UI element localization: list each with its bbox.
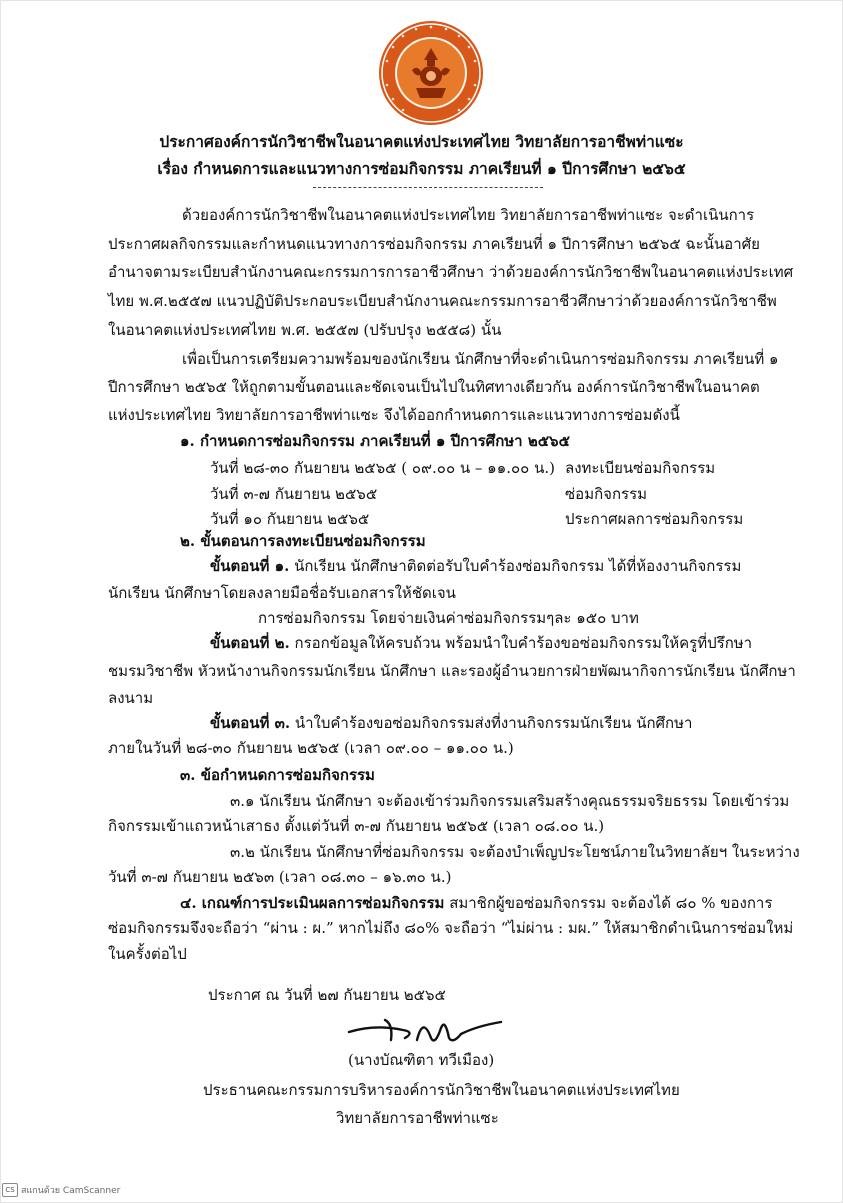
step-2-label: ขั้นตอนที่ ๒. xyxy=(210,634,290,652)
step-2-line-3: ลงนาม xyxy=(108,689,154,707)
rule-3-2-line-1: ๓.๒ นักเรียน นักศึกษาที่ซ่อมกิจกรรม จะต้องบำเพ็ญประโยชน์ภายในวิทยาลัยฯ ในระหว่าง xyxy=(230,843,800,861)
announcement-date: ประกาศ ณ วันที่ ๒๗ กันยายน ๒๕๖๕ xyxy=(208,986,446,1004)
title-line-1: ประกาศองค์การนักวิชาชีพในอนาคตแห่งประเทศไทย วิทยาลัยการอาชีพท่าแซะ xyxy=(159,132,684,151)
step-3-text: นำใบคำร้องขอซ่อมกิจกรรมส่งที่งานกิจกรรมนักเรียน นักศึกษา xyxy=(290,714,693,732)
step-3-line-1 xyxy=(210,713,692,733)
step-2-line-2: ชมรมวิชาชีพ หัวหน้างานกิจกรรมนักเรียน นักศึกษา และรองผู้อำนวยการฝ่ายพัฒนากิจการนักเรียน นักศึกษา xyxy=(108,662,796,680)
section-1-heading: ๑. กำหนดการซ่อมกิจกรรม ภาคเรียนที่ ๑ ปีการศึกษา ๒๕๖๕ xyxy=(180,432,570,450)
step-1-line-1 xyxy=(210,556,741,576)
camscanner-badge: CS xyxy=(2,1183,18,1197)
schedule-row-1-date: วันที่ ๒๘-๓๐ กันยายน ๒๕๖๕ ( ๐๙.๐๐ น – ๑๑.๐๐ น.) xyxy=(210,459,555,477)
signer-title-line-1: ประธานคณะกรรมการบริหารองค์การนักวิชาชีพในอนาคตแห่งประเทศไทย xyxy=(203,1081,680,1099)
signer-name: (นางบัณฑิตา ทวีเมือง) xyxy=(348,1051,495,1069)
intro-p2-line-3: แห่งประเทศไทย วิทยาลัยการอาชีพท่าแซะ จึงได้ออกกำหนดการและแนวทางการซ่อมดังนี้ xyxy=(108,406,680,424)
step-1-label: ขั้นตอนที่ ๑. xyxy=(210,557,290,575)
rule-3-1-line-1: ๓.๑ นักเรียน นักศึกษา จะต้องเข้าร่วมกิจกรรมเสริมสร้างคุณธรรมจริยธรรม โดยเข้าร่วม xyxy=(230,792,790,810)
intro-p1-line-2: ประกาศผลกิจกรรมและกำหนดแนวทางการซ่อมกิจกรรม ภาคเรียนที่ ๑ ปีการศึกษา ๒๕๖๕ ฉะนั้นอาศัย xyxy=(108,235,760,253)
section-3-heading: ๓. ข้อกำหนดการซ่อมกิจกรรม xyxy=(180,766,375,784)
schedule-row-3-activity: ประกาศผลการซ่อมกิจกรรม xyxy=(565,510,744,528)
signature xyxy=(345,1010,505,1052)
signer-title-line-2: วิทยาลัยการอาชีพท่าแซะ xyxy=(336,1109,499,1127)
camscanner-text: สแกนด้วย CamScanner xyxy=(21,1186,121,1196)
section-2-heading: ๒. ขั้นตอนการลงทะเบียนซ่อมกิจกรรม xyxy=(180,532,426,550)
step-1-line-2: นักเรียน นักศึกษาโดยลงลายมือชื่อรับเอกสารให้ชัดเจน xyxy=(108,584,456,602)
section-4-line-3: ในครั้งต่อไป xyxy=(108,945,187,963)
scanner-watermark xyxy=(2,1183,120,1197)
schedule-row-2-date: วันที่ ๓-๗ กันยายน ๒๕๖๕ xyxy=(210,485,378,503)
step-3-label: ขั้นตอนที่ ๓. xyxy=(210,714,291,732)
section-4-line-2: ซ่อมกิจกรรมจึงจะถือว่า “ผ่าน : ผ.” หากไม่ถึง ๘๐% จะถือว่า “ไม่ผ่าน : มผ.” ให้สมาชิกดำเนินการซ่อมใหม่ xyxy=(108,919,794,937)
intro-p2-line-2: ปีการศึกษา ๒๕๖๕ ให้ถูกตามขั้นตอนและชัดเจนเป็นไปในทิศทางเดียวกัน องค์การนักวิชาชีพในอนาคต xyxy=(108,378,760,396)
schedule-row-1-activity: ลงทะเบียนซ่อมกิจกรรม xyxy=(565,459,716,477)
rule-3-2-line-2: วันที่ ๓-๗ กันยายน ๒๕๖๓ (เวลา ๐๘.๓๐ – ๑๖.๓๐ น.) xyxy=(108,868,452,886)
intro-p1-line-1: ด้วยองค์การนักวิชาชีพในอนาคตแห่งประเทศไทย วิทยาลัยการอาชีพท่าแซะ จะดำเนินการ xyxy=(182,206,755,224)
title-divider xyxy=(313,187,543,188)
intro-p2-line-1: เพื่อเป็นการเตรียมความพร้อมของนักเรียน นักศึกษาที่จะดำเนินการซ่อมกิจกรรม ภาคเรียนที่ ๑ xyxy=(182,350,779,368)
step-2-line-1 xyxy=(210,633,752,653)
schedule-row-3-date: วันที่ ๑๐ กันยายน ๒๕๖๕ xyxy=(210,510,370,528)
section-4-line-1 xyxy=(180,893,772,913)
step-3-line-2: ภายในวันที่ ๒๘-๓๐ กันยายน ๒๕๖๕ (เวลา ๐๙.๐๐ – ๑๑.๐๐ น.) xyxy=(108,739,514,757)
step-1-line-3: การซ่อมกิจกรรม โดยจ่ายเงินค่าซ่อมกิจกรรมๆละ ๑๕๐ บาท xyxy=(258,609,639,627)
rule-3-1-line-2: กิจกรรมเข้าแถวหน้าเสาธง ตั้งแต่วันที่ ๓-๗ กันยายน ๒๕๖๕ (เวลา ๐๘.๐๐ น.) xyxy=(108,817,605,835)
section-4-text: สมาชิกผู้ขอซ่อมกิจกรรม จะต้องได้ ๘๐ % ของการ xyxy=(444,894,773,912)
title-line-2: เรื่อง กำหนดการและแนวทางการซ่อมกิจกรรม ภาคเรียนที่ ๑ ปีการศึกษา ๒๕๖๕ xyxy=(157,159,686,178)
section-4-heading: ๔. เกณฑ์การประเมินผลการซ่อมกิจกรรม xyxy=(180,894,445,912)
step-1-text: นักเรียน นักศึกษาติดต่อรับใบคำร้องซ่อมกิจกรรม ได้ที่ห้องงานกิจกรรม xyxy=(289,557,742,575)
intro-p1-line-4: ไทย พ.ศ.๒๕๕๗ แนวปฏิบัติประกอบระเบียบสำนักงานคณะกรรมการอาชีวศึกษาว่าด้วยองค์การนักวิชาชีพ xyxy=(108,292,777,310)
organization-seal-logo xyxy=(376,18,486,128)
step-2-text: กรอกข้อมูลให้ครบถ้วน พร้อมนำใบคำร้องขอซ่อมกิจกรรมให้ครูที่ปรึกษา xyxy=(289,634,753,652)
intro-p1-line-3: อำนาจตามระเบียบสำนักงานคณะกรรมการการอาชีวศึกษา ว่าด้วยองค์การนักวิชาชีพในอนาคตแห่งประเทศ xyxy=(108,263,794,281)
schedule-row-2-activity: ซ่อมกิจกรรม xyxy=(565,485,648,503)
intro-p1-line-5: ในอนาคตแห่งประเทศไทย พ.ศ. ๒๕๕๗ (ปรับปรุง ๒๕๕๘) นั้น xyxy=(108,321,502,339)
